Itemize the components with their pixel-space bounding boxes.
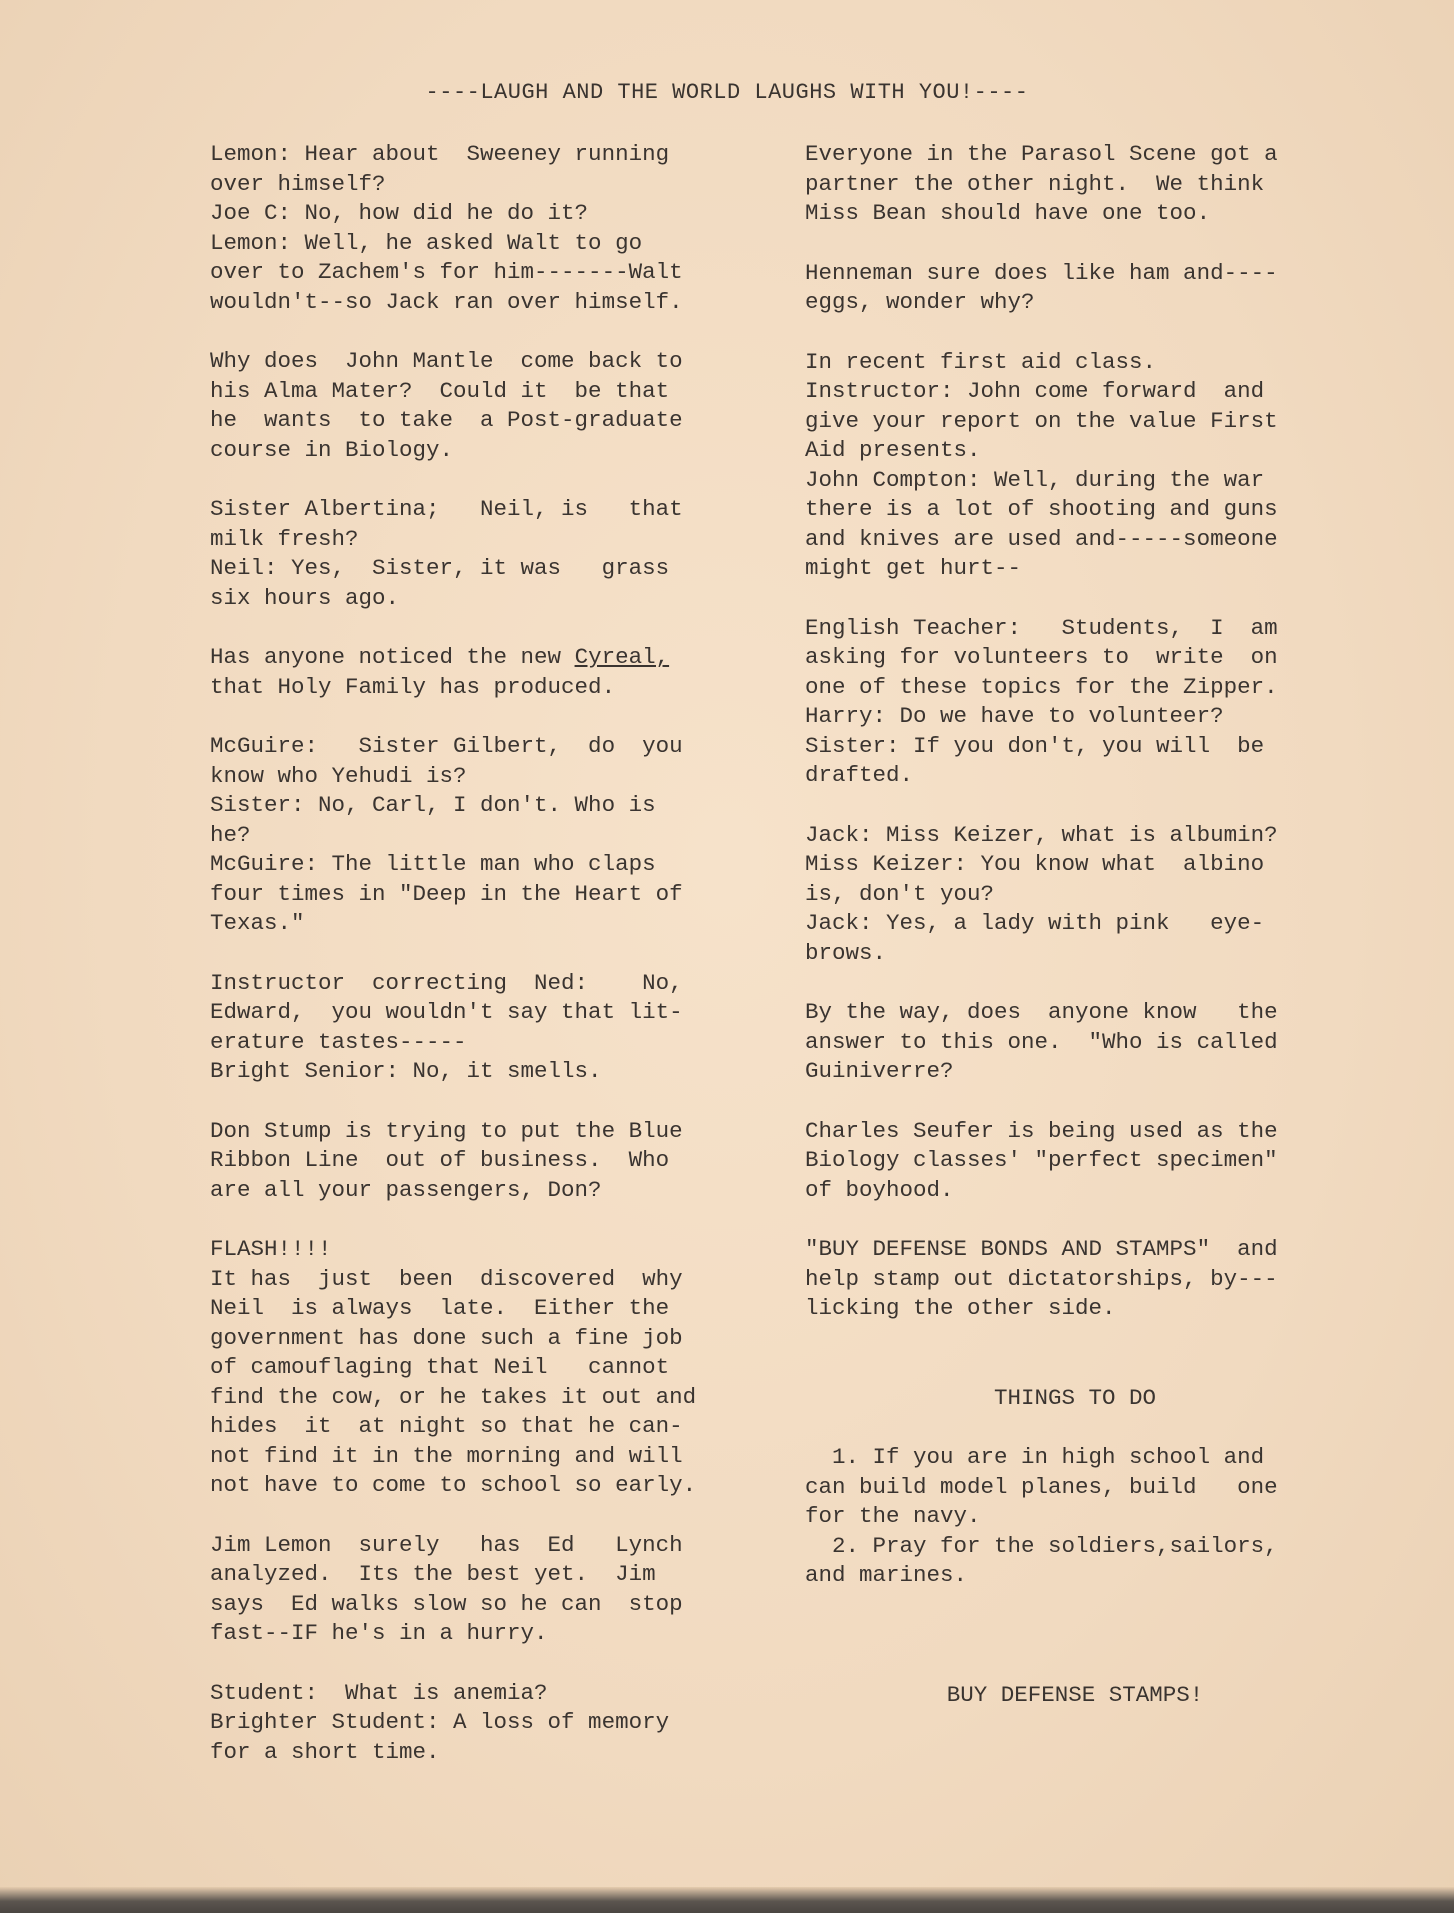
text-line: his Alma Mater? Could it be that xyxy=(210,377,670,404)
text-line: Jim Lemon surely has Ed Lynch xyxy=(210,1531,683,1558)
text-line: and knives are used and-----someone xyxy=(805,525,1278,552)
text-line: John Compton: Well, during the war xyxy=(805,466,1265,493)
text-line: In recent first aid class. xyxy=(805,348,1157,375)
text-line: Sister Albertina; Neil, is that xyxy=(210,496,683,522)
text-line: says Ed walks slow so he can stop xyxy=(210,1590,683,1617)
text-line: Jack: Miss Keizer, what is albumin? xyxy=(805,821,1278,848)
text-line: Aid presents. xyxy=(805,437,981,463)
text-line: It has just been discovered why xyxy=(210,1265,683,1292)
right-column xyxy=(805,140,1345,1710)
right-joke-item xyxy=(805,140,1345,229)
text-line: he wants to take a Post-graduate xyxy=(210,407,683,433)
left-joke-item xyxy=(210,1679,770,1768)
text-line: erature tastes----- xyxy=(210,1028,467,1055)
text-line: Guiniverre? xyxy=(805,1058,954,1084)
text-line: can build model planes, build one xyxy=(805,1473,1278,1500)
text-line: he? xyxy=(210,821,251,848)
text-line: of boyhood. xyxy=(805,1176,954,1203)
text-line: government has done such a fine job xyxy=(210,1324,683,1351)
text-line: help stamp out dictatorships, by--- xyxy=(805,1265,1278,1292)
text-line: course in Biology. xyxy=(210,436,454,463)
underlined-word: Cyreal, xyxy=(574,644,670,670)
text-line: English Teacher: Students, I am xyxy=(805,614,1278,641)
left-joke-item xyxy=(210,643,770,702)
right-joke-item xyxy=(805,348,1345,584)
text-line: Texas." xyxy=(210,910,305,936)
text-line: four times in "Deep in the Heart of xyxy=(210,880,683,907)
text-line: not find it in the morning and will xyxy=(210,1442,683,1469)
text-line: wouldn't--so Jack ran over himself. xyxy=(210,288,683,315)
text-line: Miss Bean should have one too. xyxy=(805,200,1211,226)
text-line: milk fresh? xyxy=(210,525,359,552)
text-line: for the navy. xyxy=(805,1503,981,1529)
text-line: Henneman sure does like ham and---- xyxy=(805,259,1278,286)
text-line: McGuire: The little man who claps xyxy=(210,851,656,877)
text-line: 2. Pray for the soldiers,sailors, xyxy=(805,1532,1278,1559)
text-line: Ribbon Line out of business. Who xyxy=(210,1147,670,1173)
text-line: Lemon: Hear about Sweeney running xyxy=(210,141,670,167)
text-line: "BUY DEFENSE BONDS AND STAMPS" and xyxy=(805,1236,1278,1262)
left-joke-item xyxy=(210,969,770,1087)
text-line: By the way, does anyone know the xyxy=(805,999,1278,1025)
text-line: Don Stump is trying to put the Blue xyxy=(210,1117,683,1144)
text-line: give your report on the value First xyxy=(805,407,1278,434)
text-line: fast--IF he's in a hurry. xyxy=(210,1620,548,1646)
text-line: that Holy Family has produced. xyxy=(210,673,616,700)
text-line: answer to this one. "Who is called xyxy=(805,1028,1278,1055)
text-line: know who Yehudi is? xyxy=(210,762,467,789)
text-line: not have to come to school so early. xyxy=(210,1472,697,1498)
things-to-do-title: THINGS TO DO xyxy=(993,1384,1157,1411)
text-line: asking for volunteers to write on xyxy=(805,644,1278,670)
text-line: are all your passengers, Don? xyxy=(210,1176,602,1203)
text-line: Sister: No, Carl, I don't. Who is xyxy=(210,792,656,818)
text-line: Harry: Do we have to volunteer? xyxy=(805,703,1224,729)
text-line: find the cow, or he takes it out and xyxy=(210,1383,697,1410)
things-to-do-item xyxy=(805,1443,1345,1532)
text-line: Brighter Student: A loss of memory xyxy=(210,1709,670,1735)
left-joke-item xyxy=(210,1531,770,1649)
page-title: ----LAUGH AND THE WORLD LAUGHS WITH YOU!---- xyxy=(425,80,1029,105)
text-line: might get hurt-- xyxy=(805,555,1022,581)
scan-bottom-edge xyxy=(0,1887,1454,1913)
text-line: Edward, you wouldn't say that lit- xyxy=(210,999,683,1025)
text-line: is, don't you? xyxy=(805,880,995,907)
text-line: Sister: If you don't, you will be xyxy=(805,732,1265,759)
text-line: Instructor: John come forward and xyxy=(805,378,1265,404)
footer-slogan: BUY DEFENSE STAMPS! xyxy=(946,1681,1204,1708)
text-line: Biology classes' "perfect specimen" xyxy=(805,1147,1278,1173)
text-line: 1. If you are in high school and xyxy=(805,1444,1265,1470)
left-joke-item xyxy=(210,140,770,317)
text-line: Student: What is anemia? xyxy=(210,1679,548,1706)
text-line: six hours ago. xyxy=(210,584,400,611)
text-line: and marines. xyxy=(805,1562,968,1588)
text-line: Everyone in the Parasol Scene got a xyxy=(805,141,1278,167)
text-line: hides it at night so that he can- xyxy=(210,1413,683,1439)
text-line: eggs, wonder why? xyxy=(805,289,1035,315)
left-joke-item xyxy=(210,1117,770,1206)
text-line: partner the other night. We think xyxy=(805,170,1265,197)
right-joke-item xyxy=(805,614,1345,791)
text-line: Neil is always late. Either the xyxy=(210,1295,670,1321)
text-line: over himself? xyxy=(210,170,386,197)
text-line: Jack: Yes, a lady with pink eye- xyxy=(805,910,1265,936)
text-line: Charles Seufer is being used as the xyxy=(805,1117,1278,1144)
text-line: of camouflaging that Neil cannot xyxy=(210,1354,670,1380)
text-line: for a short time. xyxy=(210,1738,440,1765)
right-joke-item xyxy=(805,1117,1345,1206)
things-to-do-item xyxy=(805,1532,1345,1591)
text-line: brows. xyxy=(805,939,887,966)
text-line: drafted. xyxy=(805,762,914,788)
text-line: Bright Senior: No, it smells. xyxy=(210,1058,602,1084)
left-joke-item xyxy=(210,1235,770,1501)
text-line: one of these topics for the Zipper. xyxy=(805,673,1278,700)
left-joke-item xyxy=(210,732,770,939)
text-line: Neil: Yes, Sister, it was grass xyxy=(210,555,670,581)
text-line: analyzed. Its the best yet. Jim xyxy=(210,1561,656,1587)
text-line: FLASH!!!! xyxy=(210,1236,332,1262)
text-line: McGuire: Sister Gilbert, do you xyxy=(210,733,683,759)
right-joke-item xyxy=(805,821,1345,969)
right-joke-item xyxy=(805,1235,1345,1324)
text-line: over to Zachem's for him-------Walt xyxy=(210,259,683,285)
text-line: Instructor correcting Ned: No, xyxy=(210,969,683,996)
text-line: Miss Keizer: You know what albino xyxy=(805,851,1265,877)
text-line: licking the other side. xyxy=(805,1295,1116,1321)
left-joke-item xyxy=(210,495,770,613)
right-joke-item xyxy=(805,259,1345,318)
text-line: there is a lot of shooting and guns xyxy=(805,496,1278,522)
text-line: Joe C: No, how did he do it? xyxy=(210,200,589,226)
text-line: Why does John Mantle come back to xyxy=(210,348,683,374)
text-line: Lemon: Well, he asked Walt to go xyxy=(210,229,643,256)
text-line xyxy=(210,643,770,673)
left-column xyxy=(210,140,770,1797)
right-joke-item xyxy=(805,998,1345,1087)
left-joke-item xyxy=(210,347,770,465)
text-segment: Has anyone noticed the new xyxy=(210,644,575,670)
